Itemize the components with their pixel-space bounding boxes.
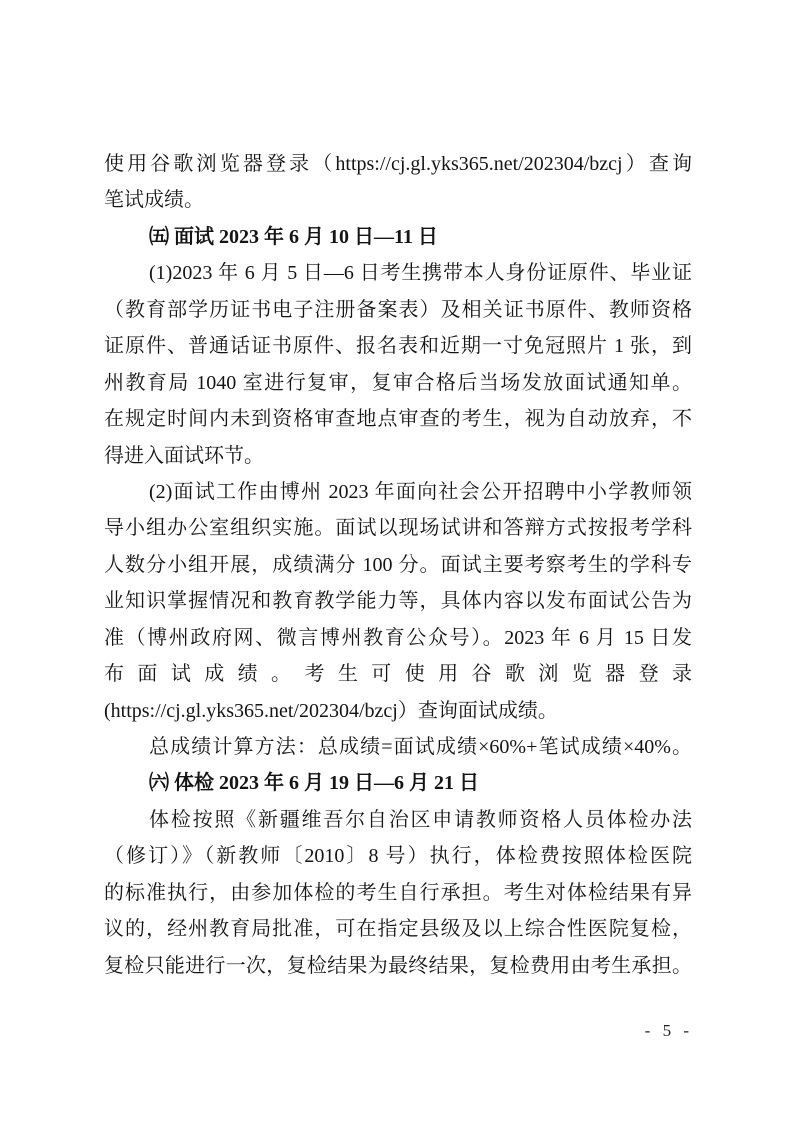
section-heading-interview: ㈤ 面试 2023 年 6 月 10 日—11 日: [149, 225, 438, 248]
text-line: 体检按照《新疆维吾尔自治区申请教师资格人员体检办法: [149, 808, 692, 831]
text-line: 准（博州政府网、微言博州教育公众号）。2023 年 6 月 15 日发: [104, 626, 692, 649]
text-line: 的标准执行，由参加体检的考生自行承担。考生对体检结果有异: [104, 881, 692, 904]
text-line: 议的，经州教育局批准，可在指定县级及以上综合性医院复检，: [104, 918, 692, 941]
text-line: 复检只能进行一次，复检结果为最终结果，复检费用由考生承担。: [104, 954, 692, 977]
page-number: - 5 -: [644, 1021, 693, 1040]
text-line: 笔试成绩。: [104, 189, 204, 212]
text-line: 得进入面试环节。: [104, 444, 264, 467]
text-line: （教育部学历证书电子注册备案表）及相关证书原件、教师资格: [104, 298, 692, 321]
text-line: 总成绩计算方法：总成绩=面试成绩×60%+笔试成绩×40%。: [149, 736, 692, 758]
text-line: 布面试成绩。考生可使用谷歌浏览器登录: [104, 663, 692, 686]
document-body: [104, 146, 692, 984]
text-line: 州教育局 1040 室进行复审，复审合格后当场发放面试通知单。: [104, 371, 692, 394]
text-line: 证原件、普通话证书原件、报名表和近期一寸免冠照片 1 张，到: [104, 335, 692, 358]
text-line: 人数分小组开展，成绩满分 100 分。面试主要考察考生的学科专: [104, 553, 692, 576]
text-line: (1)2023 年 6 月 5 日—6 日考生携带本人身份证原件、毕业证: [149, 262, 692, 285]
text-line: (2)面试工作由博州 2023 年面向社会公开招聘中小学教师领: [149, 480, 692, 503]
text-line: （修订）》（新教师〔2010〕8 号）执行，体检费按照体检医院: [104, 845, 692, 868]
text-line: 业知识掌握情况和教育教学能力等，具体内容以发布面试公告为: [104, 590, 692, 613]
text-line: 使用谷歌浏览器登录（https://cj.gl.yks365.net/202304/bzcj）查询: [104, 153, 692, 175]
text-line: 导小组办公室组织实施。面试以现场试讲和答辩方式按报考学科: [104, 517, 692, 540]
section-heading-physical-exam: ㈥ 体检 2023 年 6 月 19 日—6 月 21 日: [149, 772, 479, 795]
text-line: (https://cj.gl.yks365.net/202304/bzcj）查询面试成绩。: [104, 699, 558, 722]
text-line: 在规定时间内未到资格审查地点审查的考生，视为自动放弃，不: [104, 408, 692, 431]
